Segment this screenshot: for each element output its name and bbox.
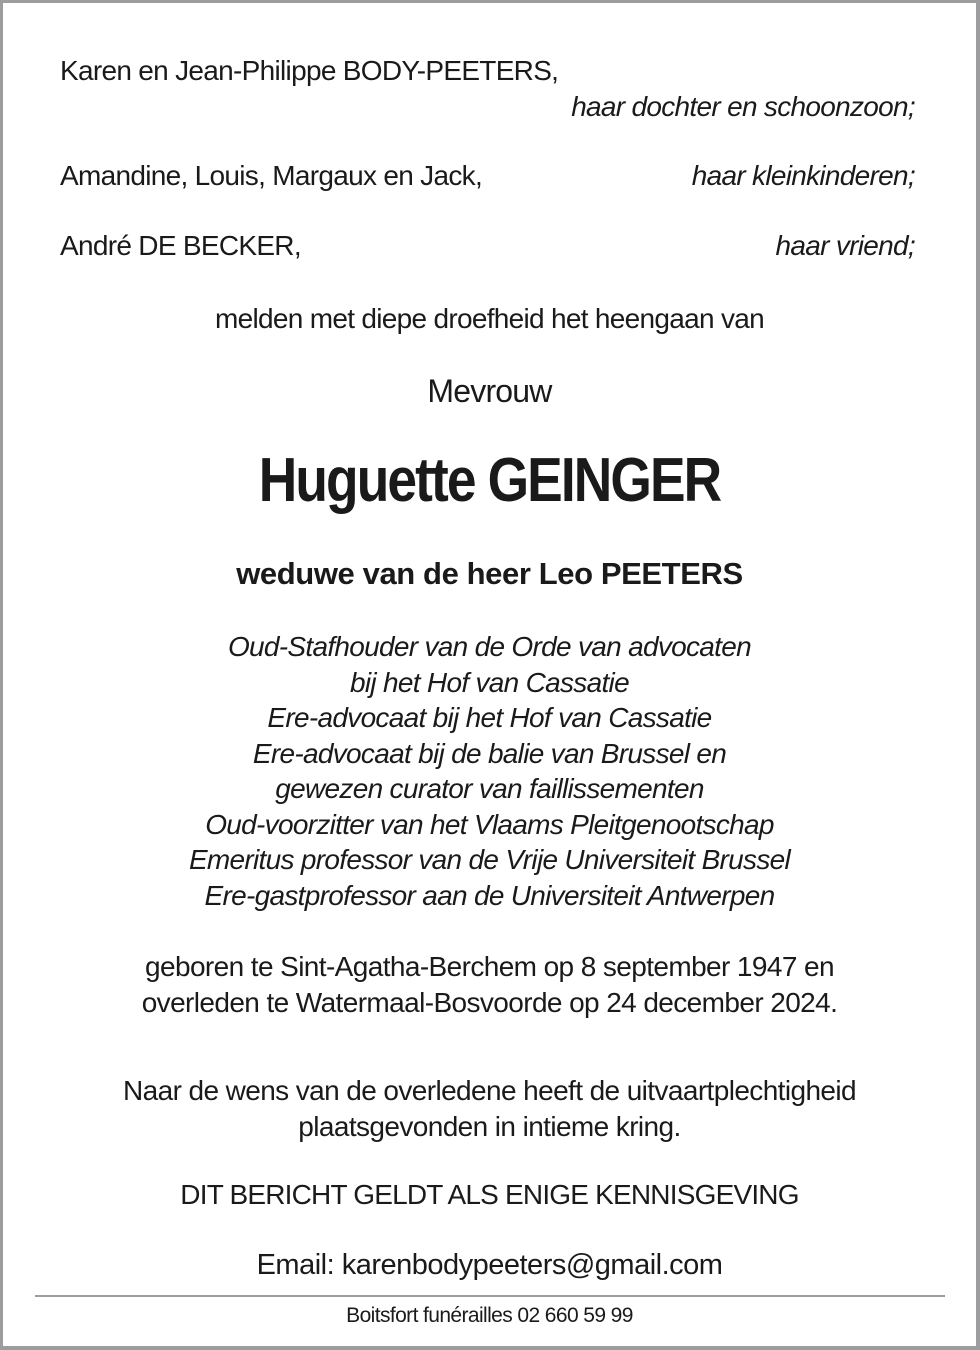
dates-block [3, 949, 976, 1020]
ceremony-line: Naar de wens van de overledene heeft de uitvaartplechtigheid [123, 1075, 856, 1106]
title-line: Emeritus professor van de Vrije Universiteit Brussel [188, 844, 791, 875]
title-line: Oud-Stafhouder van de Orde van advocaten [227, 631, 752, 662]
title-line: gewezen curator van faillissementen [275, 773, 704, 804]
deceased-name: Huguette GEINGER [258, 446, 721, 515]
family-relation-2: haar kleinkinderen; [691, 160, 915, 191]
ceremony-line: plaatsgevonden in intieme kring. [298, 1110, 681, 1142]
funeral-home: Boitsfort funérailles 02 660 59 99 [346, 1304, 633, 1327]
footer-divider [35, 1295, 945, 1297]
title-line: Ere-advocaat bij het Hof van Cassatie [267, 702, 712, 733]
widow-line: weduwe van de heer Leo PEETERS [236, 556, 743, 591]
family-relation-3: haar vriend; [775, 230, 915, 261]
contact-email[interactable]: Email: karenbodypeeters@gmail.com [256, 1249, 723, 1281]
death-line: overleden te Watermaal-Bosvoorde op 24 december 2024. [141, 986, 838, 1018]
ceremony-block [3, 1073, 976, 1144]
title-prefix: Mevrouw [427, 373, 552, 409]
birth-line: geboren te Sint-Agatha-Berchem op 8 september 1947 en [145, 951, 834, 982]
sole-notice: DIT BERICHT GELDT ALS ENIGE KENNISGEVING [180, 1179, 799, 1210]
titles-list [3, 629, 976, 913]
family-relation-1: haar dochter en schoonzoon; [571, 91, 915, 122]
family-name-1: Karen en Jean-Philippe BODY-PEETERS, [60, 55, 559, 86]
title-line: Oud-voorzitter van het Vlaams Pleitgenootschap [205, 808, 774, 840]
title-line: Ere-gastprofessor aan de Universiteit Antwerpen [204, 879, 775, 911]
title-line: Ere-advocaat bij de balie van Brussel en [252, 737, 727, 769]
announcement-intro: melden met diepe droefheid het heengaan van [215, 303, 764, 334]
family-name-3: André DE BECKER, [60, 230, 301, 261]
title-line: bij het Hof van Cassatie [350, 666, 629, 698]
family-name-2: Amandine, Louis, Margaux en Jack, [60, 160, 483, 191]
obituary-card [3, 3, 976, 1346]
